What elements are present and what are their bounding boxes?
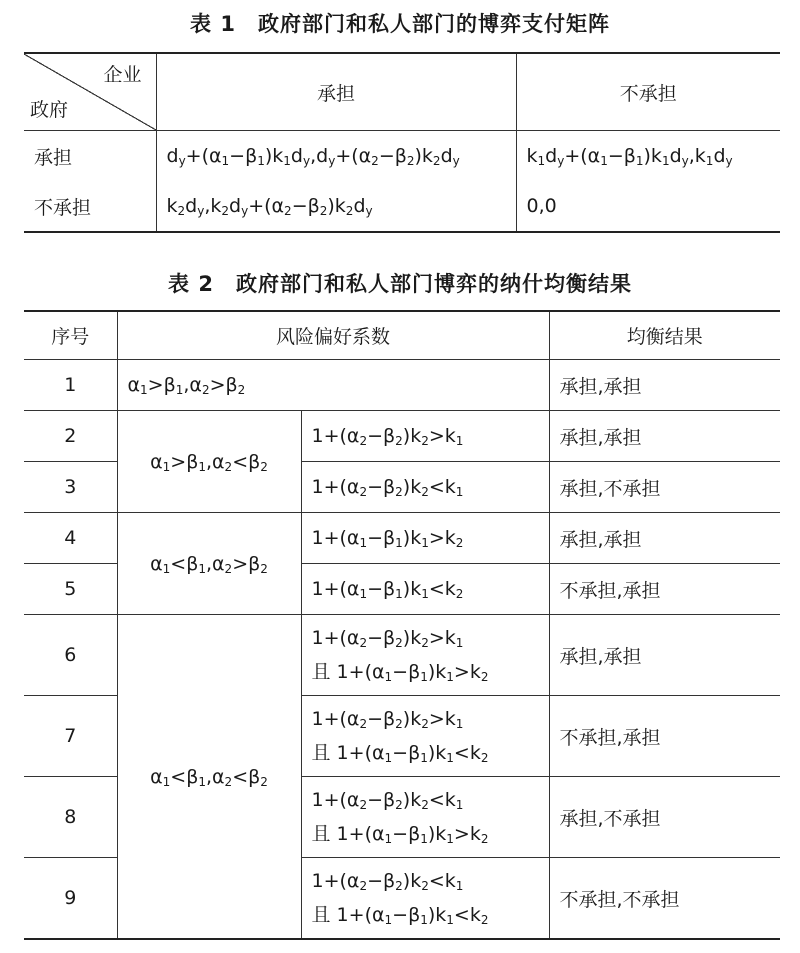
header-result: 均衡结果	[549, 311, 780, 360]
risk-condition: $\alpha_1<\beta_1,\alpha_2>\beta_2$	[117, 513, 301, 615]
nash-equilibrium-table	[24, 310, 780, 940]
payoff-accept-reject: $k_1d_y+(\alpha_1-\beta_1)k_1d_y,k_1d_y$	[516, 131, 780, 182]
table1-caption: 表 1 政府部门和私人部门的博弈支付矩阵	[190, 12, 610, 36]
and-label: 且	[311, 823, 331, 845]
sub-condition: $1+(\alpha_2-\beta_2)k_2<k_1$ 且 $1+(\alpha_1-\beta_1)k_1<k_2$	[301, 858, 549, 940]
col-header-reject: 不承担	[516, 53, 780, 131]
payoff-reject-reject: 0,0	[516, 181, 780, 232]
row-no: 3	[24, 462, 117, 513]
row-result: 承担,不承担	[549, 777, 780, 858]
row-header-reject: 不承担	[34, 196, 92, 219]
col-header-accept: 承担	[156, 53, 516, 131]
row-no: 5	[24, 564, 117, 615]
row-result: 承担,承担	[549, 360, 780, 411]
row-no: 9	[24, 858, 117, 940]
sub-condition: $1+(\alpha_2-\beta_2)k_2<k_1$ 且 $1+(\alpha_1-\beta_1)k_1>k_2$	[301, 777, 549, 858]
sub-condition: $1+(\alpha_1-\beta_1)k_1<k_2$	[301, 564, 549, 615]
sub-condition: $1+(\alpha_2-\beta_2)k_2>k_1$ 且 $1+(\alpha_1-\beta_1)k_1<k_2$	[301, 696, 549, 777]
sub-condition: $1+(\alpha_2-\beta_2)k_2<k_1$	[301, 462, 549, 513]
corner-cell	[24, 53, 156, 131]
sub-condition: $1+(\alpha_1-\beta_1)k_1>k_2$	[301, 513, 549, 564]
table2-caption: 表 2 政府部门和私人部门博弈的纳什均衡结果	[168, 272, 632, 296]
risk-condition: $\alpha_1<\beta_1,\alpha_2<\beta_2$	[117, 615, 301, 940]
and-label: 且	[311, 661, 331, 683]
row-result: 承担,承担	[549, 513, 780, 564]
row-no: 6	[24, 615, 117, 696]
row-header-accept: 承担	[34, 146, 73, 169]
and-label: 且	[311, 742, 331, 764]
payoff-accept-accept: $d_y+(\alpha_1-\beta_1)k_1d_y,d_y+(\alpha_2-\beta_2)k_2d_y$	[156, 131, 516, 182]
row-result: 不承担,承担	[549, 696, 780, 777]
row-no: 2	[24, 411, 117, 462]
row-no: 4	[24, 513, 117, 564]
row-no: 7	[24, 696, 117, 777]
risk-condition: $\alpha_1>\beta_1,\alpha_2<\beta_2$	[117, 411, 301, 513]
sub-condition: $1+(\alpha_2-\beta_2)k_2>k_1$	[301, 411, 549, 462]
corner-government-label: 政府	[30, 99, 69, 121]
row-result: 不承担,承担	[549, 564, 780, 615]
row-no: 8	[24, 777, 117, 858]
risk-condition: $\alpha_1>\beta_1,\alpha_2>\beta_2$	[117, 360, 549, 411]
sub-condition: $1+(\alpha_2-\beta_2)k_2>k_1$ 且 $1+(\alpha_1-\beta_1)k_1>k_2$	[301, 615, 549, 696]
corner-enterprise-label: 企业	[103, 64, 142, 86]
row-result: 承担,不承担	[549, 462, 780, 513]
row-no: 1	[24, 360, 117, 411]
row-result: 不承担,不承担	[549, 858, 780, 940]
row-result: 承担,承担	[549, 615, 780, 696]
payoff-matrix-table	[24, 52, 780, 233]
header-no: 序号	[24, 311, 117, 360]
row-result: 承担,承担	[549, 411, 780, 462]
header-risk: 风险偏好系数	[117, 311, 549, 360]
payoff-reject-accept: $k_2d_y,k_2d_y+(\alpha_2-\beta_2)k_2d_y$	[156, 181, 516, 232]
and-label: 且	[311, 904, 331, 926]
